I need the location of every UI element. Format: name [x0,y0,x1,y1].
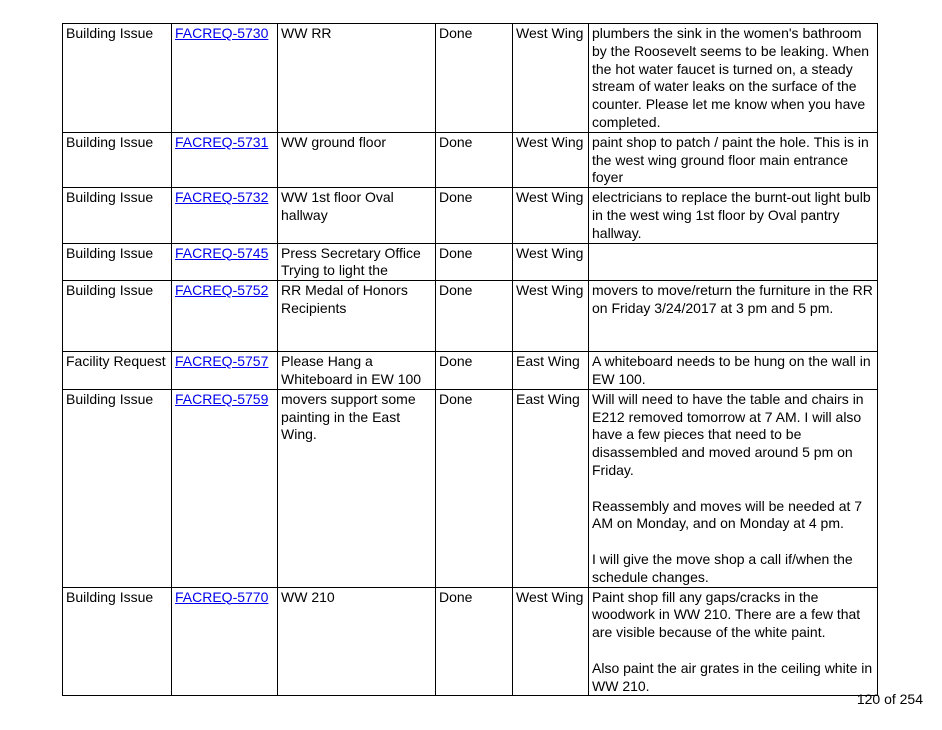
location-cell: West Wing [513,281,589,352]
request-title-cell: RR Medal of Honors Recipients [278,281,436,352]
request-id-cell [172,243,278,281]
description-paragraph: Also paint the air grates in the ceiling white in WW 210. [592,659,873,694]
request-type-cell: Facility Request [63,352,172,390]
request-id-cell [172,587,278,696]
table-body [63,24,878,696]
page-number: 120 of 254 [856,691,923,707]
request-type-cell: Building Issue [63,281,172,352]
table-row [63,188,878,243]
request-type-cell: Building Issue [63,24,172,133]
table-row [63,587,878,696]
request-id-link[interactable]: FACREQ-5732 [175,189,269,206]
request-id-link[interactable]: FACREQ-5759 [175,390,269,407]
status-cell: Done [436,587,513,696]
description-cell [589,587,878,696]
table-row [63,352,878,390]
description-paragraph: movers to move/return the furniture in the RR on Friday 3/24/2017 at 3 pm and 5 pm. [592,282,873,316]
table-row [63,24,878,133]
description-paragraph: electricians to replace the burnt-out light bulb in the west wing 1st floor by Oval pantry hallway. [592,189,871,241]
request-id-cell [172,132,278,187]
status-cell: Done [436,243,513,281]
request-type-cell: Building Issue [63,188,172,243]
status-cell: Done [436,24,513,133]
table-row [63,243,878,281]
location-cell: East Wing [513,389,589,587]
request-id-link[interactable]: FACREQ-5730 [175,25,269,41]
status-cell: Done [436,389,513,587]
request-title-cell: movers support some painting in the East Wing. [278,389,436,587]
request-id-link[interactable]: FACREQ-5752 [175,282,269,299]
request-id-link[interactable]: FACREQ-5745 [175,244,269,261]
description-cell [589,188,878,243]
location-cell: West Wing [513,132,589,187]
request-id-link[interactable]: FACREQ-5770 [175,588,269,605]
request-title-cell: Press Secretary Office Trying to light the [278,243,436,281]
request-title-cell: WW RR [278,24,436,133]
location-cell: East Wing [513,352,589,390]
status-cell: Done [436,188,513,243]
facility-requests-table [62,23,878,696]
location-cell: West Wing [513,188,589,243]
request-id-cell [172,281,278,352]
request-type-cell: Building Issue [63,243,172,281]
description-cell [589,389,878,587]
description-cell [589,243,878,281]
request-type-cell: Building Issue [63,587,172,696]
table-row [63,281,878,352]
request-id-cell [172,24,278,133]
description-paragraph: Reassembly and moves will be needed at 7 AM on Monday, and on Monday at 4 pm. [592,497,863,532]
request-title-cell: WW 1st floor Oval hallway [278,188,436,243]
description-cell [589,352,878,390]
request-id-link[interactable]: FACREQ-5731 [175,133,269,150]
request-title-cell: WW 210 [278,587,436,696]
description-paragraph: plumbers the sink in the women's bathroom by the Roosevelt seems to be leaking. When the hot water faucet is turned on, a steady stream of water leaks on the surface of the counter. Please let me know when you have completed. [592,25,870,130]
table-row [63,389,878,587]
request-title-cell: Please Hang a Whiteboard in EW 100 [278,352,436,390]
request-id-cell [172,389,278,587]
description-cell [589,132,878,187]
description-cell [589,281,878,352]
status-cell: Done [436,132,513,187]
location-cell: West Wing [513,243,589,281]
request-title-cell: WW ground floor [278,132,436,187]
description-paragraph: paint shop to patch / paint the hole. This is in the west wing ground floor main entrance foyer [592,133,869,186]
location-cell: West Wing [513,587,589,696]
location-cell: West Wing [513,24,589,133]
request-id-cell [172,352,278,390]
table-row [63,132,878,187]
description-paragraph: Paint shop fill any gaps/cracks in the woodwork in WW 210. There are a few that are visible because of the white paint. [592,588,861,641]
description-paragraph: I will give the move shop a call if/when the schedule changes. [592,550,853,585]
request-type-cell: Building Issue [63,389,172,587]
description-paragraph: A whiteboard needs to be hung on the wall in EW 100. [592,353,871,387]
status-cell: Done [436,281,513,352]
request-id-link[interactable]: FACREQ-5757 [175,353,269,370]
description-paragraph: Will will need to have the table and chairs in E212 removed tomorrow at 7 AM. I will also have a few pieces that need to be disassembled and moved around 5 pm on Friday. [592,390,864,478]
request-id-cell [172,188,278,243]
request-type-cell: Building Issue [63,132,172,187]
status-cell: Done [436,352,513,390]
description-cell [589,24,878,133]
